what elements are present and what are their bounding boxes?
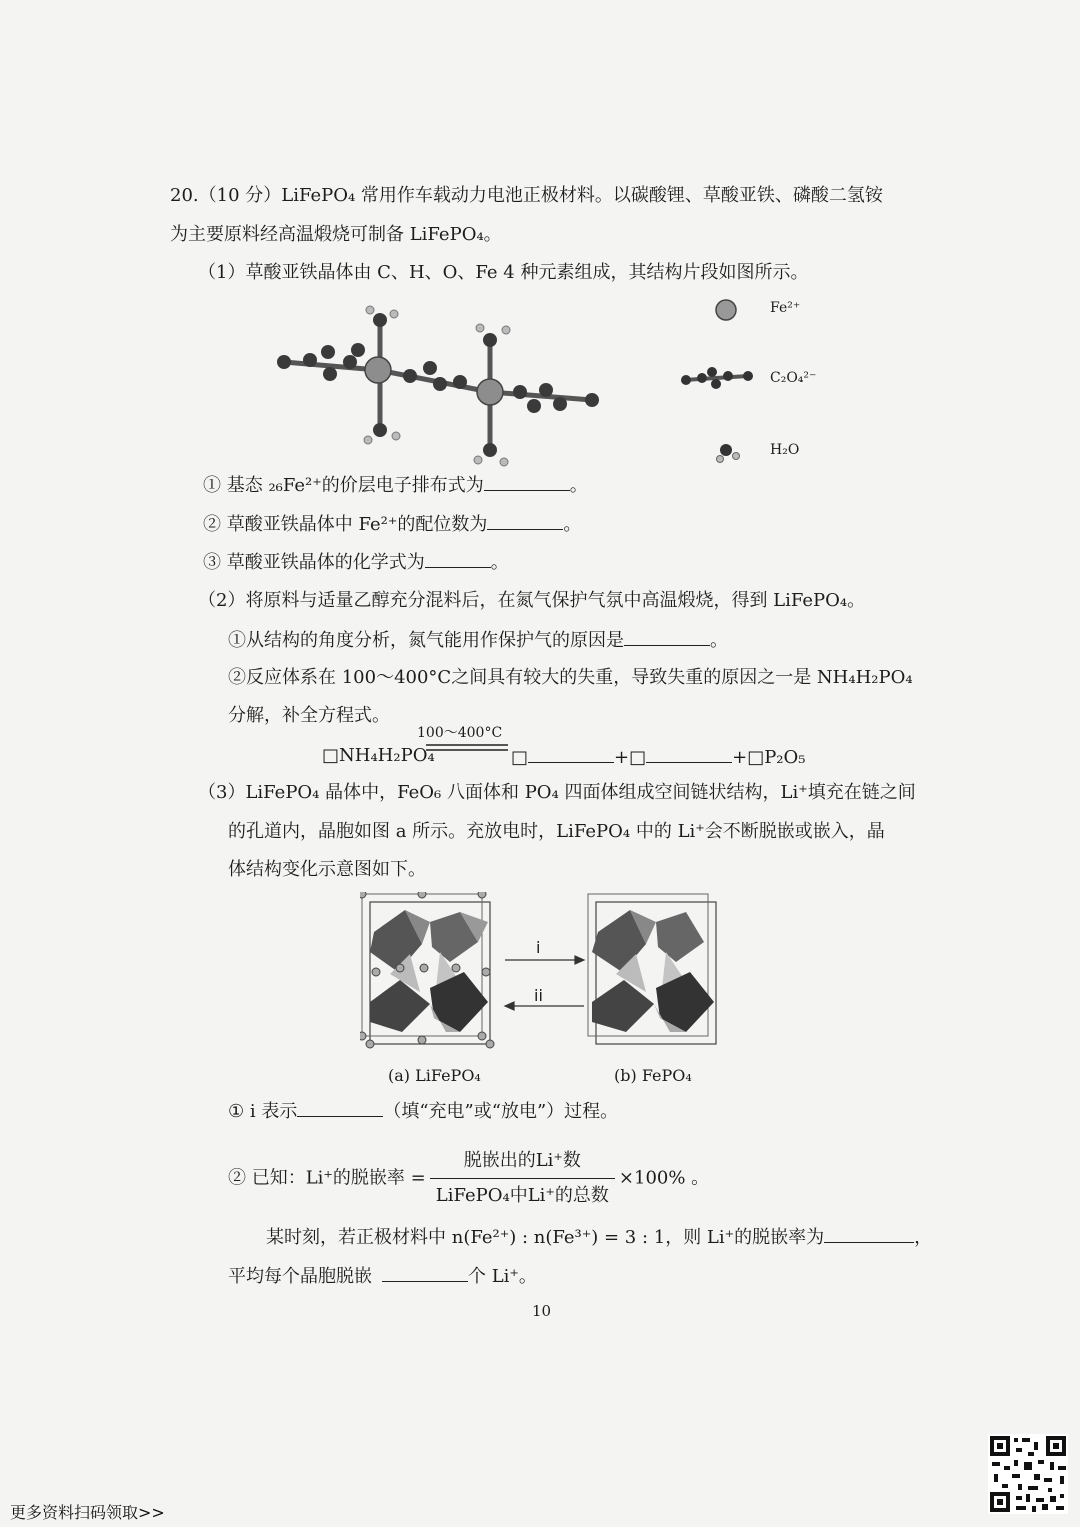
legend-h2o: H₂O	[770, 442, 800, 458]
answer-blank-4[interactable]	[624, 627, 710, 646]
water-icon	[717, 444, 740, 463]
p1-intro: （1）草酸亚铁晶体由 C、H、O、Fe 4 种元素组成，其结构片段如图所示。	[198, 262, 809, 283]
p1-q1: ① 基态 ₂₆Fe²⁺的价层电子排布式为 。	[203, 472, 588, 498]
fe-ion-icon	[716, 300, 736, 320]
crystal-structure-figure	[360, 892, 730, 1057]
q20-line2: 为主要原料经高温煅烧可制备 LiFePO₄。	[170, 224, 502, 245]
fe-atom-2	[477, 379, 503, 405]
answer-blank-8[interactable]	[824, 1224, 914, 1243]
p1-q2: ② 草酸亚铁晶体中 Fe²⁺的配位数为 。	[203, 511, 581, 537]
answer-blank-2[interactable]	[487, 511, 563, 530]
p2-q1: ①从结构的角度分析，氮气能用作保护气的原因是 。	[228, 627, 728, 653]
answer-blank-9[interactable]	[382, 1263, 468, 1282]
structure-legend-icons	[678, 296, 768, 466]
transition-arrows	[505, 956, 584, 1010]
delithiation-fraction: $\frac{\text{脱嵌出的Li⁺数}}{\text{LiFePO₄中Li⁺的总数}}$	[430, 1146, 615, 1211]
p3-q1: ① i 表示 （填“充电”或“放电”）过程。	[228, 1098, 618, 1124]
p3-line1: （3）LiFePO₄ 晶体中，FeO₆ 八面体和 PO₄ 四面体组成空间链状结构，Li⁺填充在链之间	[198, 782, 916, 803]
p3-line2: 的孔道内，晶胞如图 a 所示。充放电时，LiFePO₄ 中的 Li⁺会不断脱嵌或嵌入，晶	[228, 821, 885, 842]
legend-fe: Fe²⁺	[770, 300, 801, 316]
lifepo4-cell	[360, 892, 494, 1048]
q20-line1: 20.（10 分）LiFePO₄ 常用作车载动力电池正极材料。以碳酸锂、草酸亚铁、磷酸二氢铵	[170, 185, 883, 206]
p2-q2-line2: 分解，补全方程式。	[228, 705, 390, 726]
arrow-label-ii: ii	[534, 986, 543, 1005]
fepo4-cell	[588, 894, 716, 1044]
caption-a: (a) LiFePO₄	[388, 1066, 481, 1085]
reaction-condition: 100～400°C	[417, 725, 503, 741]
oxalate-icon	[681, 367, 753, 389]
p2-intro: （2）将原料与适量乙醇充分混料后，在氮气保护气氛中高温煅烧，得到 LiFePO₄。	[198, 590, 866, 611]
caption-b: (b) FePO₄	[614, 1066, 692, 1085]
oxalate-chain-figure	[270, 300, 610, 470]
equation-equals-sign	[426, 743, 508, 753]
p3-q2-condition: 某时刻，若正极材料中 n(Fe²⁺) : n(Fe³⁺) = 3 : 1，则 Li⁺的脱嵌率为 ，	[266, 1224, 932, 1250]
page-number: 10	[532, 1302, 552, 1320]
equation-left: □NH₄H₂PO₄	[322, 745, 435, 766]
answer-blank-7[interactable]	[297, 1098, 383, 1117]
equation-right: □ +□ +□P₂O₅	[511, 744, 806, 770]
arrow-label-i: i	[536, 938, 541, 957]
legend-c2o4: C₂O₄²⁻	[770, 370, 817, 386]
answer-blank-3[interactable]	[425, 549, 491, 568]
p1-q3: ③ 草酸亚铁晶体的化学式为 。	[203, 549, 509, 575]
answer-blank-1[interactable]	[484, 472, 570, 491]
p3-line3: 体结构变化示意图如下。	[228, 859, 426, 880]
p2-q2-line1: ②反应体系在 100～400°C之间具有较大的失重，导致失重的原因之一是 NH₄H₂PO₄	[228, 667, 913, 688]
p3-q2-formula: ② 已知：Li⁺的脱嵌率 = $\frac{\text{脱嵌出的Li⁺数}}{\text{LiFePO₄中Li⁺的总数}}$ ×100% 。	[228, 1146, 709, 1211]
answer-blank-5[interactable]	[528, 744, 614, 763]
p3-q2-average: 平均每个晶胞脱嵌 个 Li⁺。	[228, 1263, 537, 1289]
footer-scan-prompt[interactable]: 更多资料扫码领取>>	[10, 1503, 165, 1522]
fe-atom-1	[365, 357, 391, 383]
answer-blank-6[interactable]	[646, 744, 732, 763]
qr-code-icon[interactable]	[988, 1434, 1068, 1514]
